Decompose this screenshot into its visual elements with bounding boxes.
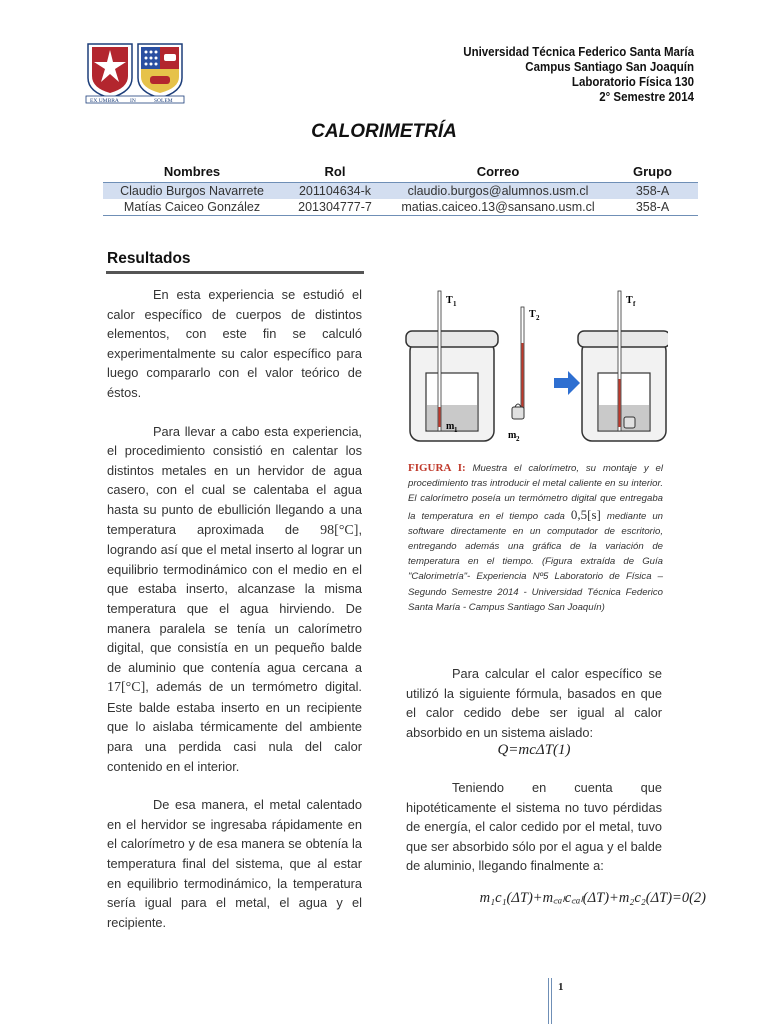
cell-correo: matias.caiceo.13@sansano.usm.cl	[389, 199, 607, 216]
page-rule	[551, 978, 552, 1024]
cell-grupo: 358-A	[607, 199, 698, 216]
label-m1: m	[446, 421, 455, 432]
math-boiling-temp: 98[°C]	[320, 522, 359, 538]
right-column-bottom	[406, 778, 662, 876]
page-rule	[548, 978, 549, 1024]
header-semester: 2° Semestre 2014	[599, 90, 694, 104]
students-table	[103, 162, 698, 216]
paragraph-final-temp: De esa manera, el metal calentado en el hervidor se ingresaba rápidamente en el calorímetro y de esa manera se obtenía la temperatura final del sistema, que al estar en equilibrio termodinámico, la temperatura sería igual para el metal, el agua y el recipiente.	[107, 797, 362, 930]
calorimeter-left	[406, 291, 498, 441]
label-m2-sub: 2	[516, 435, 520, 443]
col-header-correo: Correo	[389, 162, 607, 183]
right-column-top	[406, 664, 662, 742]
label-t2-sub: 2	[536, 314, 540, 322]
calorimeter-figure	[404, 283, 668, 458]
col-header-nombres: Nombres	[103, 162, 281, 183]
math-interval: 0,5[s]	[570, 506, 601, 522]
formula-heat: Q=mcΔT(1)	[497, 742, 571, 758]
page-number: 1	[558, 981, 564, 993]
formula-balance: m₁c₁(ΔT)+m꜀ₐₗc꜀ₐₗ(ΔT)+m₂c₂(ΔT)=0(2)	[479, 890, 706, 906]
paragraph-formula-intro: Para calcular el calor específico se utilizó la siguiente fórmula, basados en que el calor cedido debe ser igual al calor absorbido en un sistema aislado:	[406, 666, 662, 740]
figure-caption	[408, 461, 663, 615]
caption-text: mediante un software directamente en un computador de escritorio, entregando además una gráfica de la variación de temperatura en el tiempo. (Figura extraída de Guía "Calorimetría"- Experiencia Nº5 Laboratorio de Física – Segundo Semestre 2014 - Universidad Técnica Federico Santa María - Campus Santiago San Joaquín)	[408, 510, 663, 613]
math-water-temp: 17[°C]	[107, 680, 146, 696]
table-header-row	[103, 162, 698, 183]
text-span: Para llevar a cabo esta experiencia, el procedimiento consistió en calentar los distintos metales en un hervidor de agua casero, con el cual se calentaba el agua hasta su punto de ebullición llegando a una temperatura aproximada de	[107, 423, 362, 537]
text-span: , logrando así que el metal inserto al lograr un equilibrio termodinámico con el medio en el que estaba inserto, alcanzase la misma temperatura que el agua hirviendo. De manera paralela se tenía un calorímetro digital, que consistía en un pequeño balde de aluminio que contenía agua cercana a	[107, 521, 362, 675]
col-header-grupo: Grupo	[607, 162, 698, 183]
document-title: CALORIMETRÍA	[311, 121, 457, 142]
label-tf-sub: f	[633, 300, 636, 308]
cell-rol: 201104634-k	[281, 183, 389, 200]
text-span: , además de un termómetro digital. Este balde estaba inserto en un recipiente que lo aislaba térmicamente del ambiente para una perdida casi nula del calor contenido en el interior.	[107, 679, 362, 774]
paragraph-energy-balance: Teniendo en cuenta que hipotéticamente el sistema no tuvo pérdidas de energía, el calor cedido por el metal, tuvo que ser absorbido sólo por el agua y el balde de aluminio, llegando finalmente a:	[406, 780, 662, 874]
header-lab: Laboratorio Física 130	[571, 75, 694, 89]
label-t1-sub: 1	[453, 300, 457, 308]
section-rule	[106, 271, 364, 274]
cell-nombre: Matías Caiceo González	[103, 199, 281, 216]
cell-grupo: 358-A	[607, 183, 698, 200]
cell-nombre: Claudio Burgos Navarrete	[103, 183, 281, 200]
paragraph-intro: En esta experiencia se estudió el calor específico de cuerpos de distintos elementos, con este fin se calculó experimentalmente su calor específico para luego compararlo con el valor teórico de éstos.	[107, 287, 362, 400]
label-t2: T	[529, 309, 536, 320]
logo-motto-right: SOLEM	[154, 98, 173, 104]
section-title: Resultados	[107, 250, 191, 267]
label-m2: m	[508, 430, 517, 441]
paragraph-procedure	[107, 422, 362, 777]
col-header-rol: Rol	[281, 162, 389, 183]
caption-label: FIGURA I:	[408, 462, 466, 474]
calorimeter-right	[578, 291, 668, 441]
cell-correo: claudio.burgos@alumnos.usm.cl	[389, 183, 607, 200]
university-logo	[84, 40, 186, 104]
label-m1-sub: 1	[454, 426, 458, 434]
label-t1: T	[446, 295, 453, 306]
arrow-right-icon	[554, 371, 580, 395]
table-row	[103, 199, 698, 216]
logo-motto-mid: IN	[130, 98, 136, 104]
label-tf: T	[626, 295, 633, 306]
thermometer-middle	[508, 307, 540, 443]
table-row	[103, 183, 698, 200]
header-campus: Campus Santiago San Joaquín	[525, 60, 694, 74]
caption-text: Muestra el calorímetro, su montaje y el procedimiento tras introducir el metal caliente en su interior. El calorímetro poseía un termómetro digital que entregaba la temperatura en el tiempo cada	[408, 463, 663, 522]
left-column	[107, 285, 362, 951]
cell-rol: 201304777-7	[281, 199, 389, 216]
header-university: Universidad Técnica Federico Santa María	[463, 45, 694, 59]
logo-motto-left: EX UMBRA	[90, 98, 119, 104]
